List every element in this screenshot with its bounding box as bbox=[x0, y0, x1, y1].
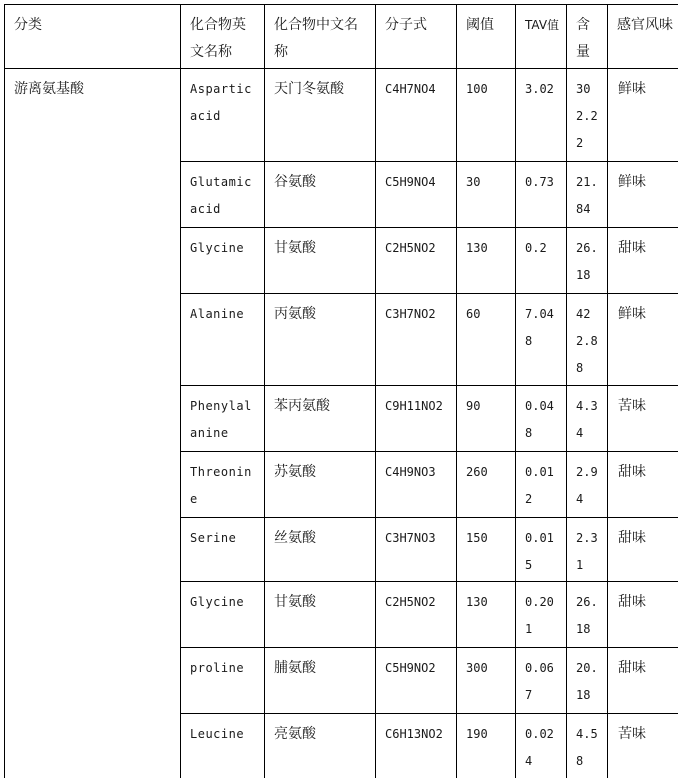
cell-formula bbox=[376, 648, 457, 714]
header-threshold-text: 阈值 bbox=[466, 17, 494, 33]
cell-name-en-text: Glycine bbox=[190, 595, 245, 609]
cell-content bbox=[567, 294, 608, 386]
cell-threshold-text: 130 bbox=[466, 595, 488, 609]
cell-tav-text: 0.012 bbox=[525, 465, 554, 506]
cell-name-zh-text: 甘氨酸 bbox=[274, 594, 316, 610]
cell-formula-text: C9H11NO2 bbox=[385, 399, 443, 413]
cell-taste-text: 苦味 bbox=[618, 726, 646, 742]
cell-content bbox=[567, 452, 608, 518]
cell-threshold bbox=[457, 162, 516, 228]
cell-tav bbox=[516, 582, 567, 648]
cell-taste-text: 苦味 bbox=[618, 398, 646, 414]
cell-formula bbox=[376, 294, 457, 386]
cell-tav-text: 7.048 bbox=[525, 307, 554, 348]
cell-content-text: 4.58 bbox=[576, 727, 598, 768]
cell-name-zh-text: 天门冬氨酸 bbox=[274, 81, 344, 97]
cell-tav bbox=[516, 69, 567, 162]
cell-formula-text: C5H9NO2 bbox=[385, 661, 436, 675]
cell-name-zh-text: 丝氨酸 bbox=[274, 530, 316, 546]
cell-content bbox=[567, 69, 608, 162]
cell-name-en bbox=[181, 162, 265, 228]
cell-threshold bbox=[457, 452, 516, 518]
cell-taste-text: 鲜味 bbox=[618, 174, 646, 190]
cell-tav bbox=[516, 294, 567, 386]
cell-name-en-text: Threonine bbox=[190, 465, 252, 506]
cell-name-zh bbox=[265, 518, 376, 582]
cell-content bbox=[567, 228, 608, 294]
header-category-text: 分类 bbox=[14, 17, 42, 33]
cell-taste bbox=[608, 294, 678, 386]
header-taste bbox=[608, 5, 678, 69]
cell-threshold bbox=[457, 228, 516, 294]
cell-content-text: 4.34 bbox=[576, 399, 598, 440]
cell-name-en-text: Phenylalanine bbox=[190, 399, 252, 440]
cell-tav bbox=[516, 386, 567, 452]
cell-name-zh bbox=[265, 386, 376, 452]
cell-tav-text: 0.024 bbox=[525, 727, 554, 768]
header-content bbox=[567, 5, 608, 69]
cell-threshold bbox=[457, 648, 516, 714]
cell-formula-text: C4H7NO4 bbox=[385, 82, 436, 96]
cell-taste bbox=[608, 386, 678, 452]
header-name-en bbox=[181, 5, 265, 69]
cell-taste bbox=[608, 518, 678, 582]
cell-name-en bbox=[181, 648, 265, 714]
header-name-zh-text: 化合物中文名称 bbox=[274, 17, 358, 60]
cell-category-text: 游离氨基酸 bbox=[14, 81, 84, 97]
table-row bbox=[5, 69, 678, 162]
cell-formula-text: C5H9NO4 bbox=[385, 175, 436, 189]
cell-name-zh-text: 脯氨酸 bbox=[274, 660, 316, 676]
cell-name-zh bbox=[265, 294, 376, 386]
header-threshold bbox=[457, 5, 516, 69]
cell-name-zh bbox=[265, 228, 376, 294]
cell-name-zh bbox=[265, 582, 376, 648]
cell-content-text: 2.31 bbox=[576, 531, 598, 572]
cell-taste-text: 鲜味 bbox=[618, 81, 646, 97]
cell-name-zh-text: 亮氨酸 bbox=[274, 726, 316, 742]
cell-name-zh bbox=[265, 69, 376, 162]
cell-content bbox=[567, 714, 608, 778]
cell-threshold-text: 260 bbox=[466, 465, 488, 479]
cell-taste-text: 甜味 bbox=[618, 464, 646, 480]
cell-formula bbox=[376, 582, 457, 648]
cell-threshold bbox=[457, 386, 516, 452]
cell-name-en-text: Serine bbox=[190, 531, 237, 545]
cell-name-en bbox=[181, 294, 265, 386]
cell-threshold bbox=[457, 582, 516, 648]
cell-taste bbox=[608, 714, 678, 778]
cell-name-zh bbox=[265, 714, 376, 778]
header-formula-text: 分子式 bbox=[385, 17, 427, 33]
cell-name-zh-text: 甘氨酸 bbox=[274, 240, 316, 256]
cell-taste-text: 甜味 bbox=[618, 660, 646, 676]
cell-taste-text: 鲜味 bbox=[618, 306, 646, 322]
cell-taste-text: 甜味 bbox=[618, 530, 646, 546]
cell-content bbox=[567, 386, 608, 452]
cell-tav bbox=[516, 452, 567, 518]
cell-tav bbox=[516, 518, 567, 582]
cell-name-en bbox=[181, 518, 265, 582]
cell-tav bbox=[516, 714, 567, 778]
cell-threshold-text: 60 bbox=[466, 307, 481, 321]
cell-threshold-text: 150 bbox=[466, 531, 488, 545]
cell-content-text: 21.84 bbox=[576, 175, 598, 216]
cell-name-en bbox=[181, 228, 265, 294]
cell-formula-text: C2H5NO2 bbox=[385, 241, 436, 255]
cell-tav-text: 0.201 bbox=[525, 595, 554, 636]
cell-name-en bbox=[181, 386, 265, 452]
cell-formula-text: C3H7NO3 bbox=[385, 531, 436, 545]
header-name-en-text: 化合物英文名称 bbox=[190, 17, 246, 60]
cell-content-text: 26.18 bbox=[576, 241, 598, 282]
header-tav-text: TAV值 bbox=[525, 18, 560, 32]
cell-name-zh-text: 苏氨酸 bbox=[274, 464, 316, 480]
header-tav bbox=[516, 5, 567, 69]
header-formula bbox=[376, 5, 457, 69]
cell-name-zh bbox=[265, 452, 376, 518]
cell-name-en-text: Glutamic acid bbox=[190, 175, 252, 216]
cell-name-zh-text: 谷氨酸 bbox=[274, 174, 316, 190]
cell-content-text: 302.22 bbox=[576, 82, 598, 150]
cell-taste bbox=[608, 648, 678, 714]
cell-formula-text: C6H13NO2 bbox=[385, 727, 443, 741]
cell-taste bbox=[608, 452, 678, 518]
cell-content-text: 26.18 bbox=[576, 595, 598, 636]
cell-content bbox=[567, 162, 608, 228]
cell-threshold-text: 90 bbox=[466, 399, 481, 413]
cell-name-en-text: Aspartic acid bbox=[190, 82, 252, 123]
header-name-zh bbox=[265, 5, 376, 69]
cell-content-text: 20.18 bbox=[576, 661, 598, 702]
cell-formula bbox=[376, 714, 457, 778]
cell-name-en-text: proline bbox=[190, 661, 245, 675]
cell-tav-text: 0.048 bbox=[525, 399, 554, 440]
cell-name-en-text: Leucine bbox=[190, 727, 245, 741]
cell-tav-text: 0.015 bbox=[525, 531, 554, 572]
cell-tav bbox=[516, 228, 567, 294]
cell-threshold-text: 190 bbox=[466, 727, 488, 741]
cell-tav-text: 0.067 bbox=[525, 661, 554, 702]
cell-threshold-text: 30 bbox=[466, 175, 481, 189]
cell-formula-text: C2H5NO2 bbox=[385, 595, 436, 609]
header-row bbox=[5, 5, 678, 69]
cell-name-en bbox=[181, 714, 265, 778]
cell-formula-text: C4H9NO3 bbox=[385, 465, 436, 479]
header-category bbox=[5, 5, 181, 69]
cell-name-zh-text: 丙氨酸 bbox=[274, 306, 316, 322]
cell-taste-text: 甜味 bbox=[618, 594, 646, 610]
cell-formula bbox=[376, 69, 457, 162]
cell-threshold-text: 130 bbox=[466, 241, 488, 255]
header-taste-text: 感官风味 bbox=[617, 17, 673, 33]
cell-formula bbox=[376, 162, 457, 228]
cell-tav-text: 0.73 bbox=[525, 175, 554, 189]
cell-name-zh bbox=[265, 162, 376, 228]
cell-taste bbox=[608, 582, 678, 648]
cell-name-en bbox=[181, 452, 265, 518]
cell-content bbox=[567, 582, 608, 648]
cell-threshold bbox=[457, 69, 516, 162]
cell-tav-text: 3.02 bbox=[525, 82, 554, 96]
amino-acid-table bbox=[4, 4, 678, 778]
cell-name-en bbox=[181, 69, 265, 162]
cell-content bbox=[567, 518, 608, 582]
cell-name-zh bbox=[265, 648, 376, 714]
cell-name-en-text: Alanine bbox=[190, 307, 245, 321]
cell-tav bbox=[516, 648, 567, 714]
cell-formula-text: C3H7NO2 bbox=[385, 307, 436, 321]
cell-taste bbox=[608, 228, 678, 294]
cell-content bbox=[567, 648, 608, 714]
cell-threshold bbox=[457, 518, 516, 582]
cell-taste bbox=[608, 69, 678, 162]
cell-content-text: 2.94 bbox=[576, 465, 598, 506]
cell-taste-text: 甜味 bbox=[618, 240, 646, 256]
cell-threshold-text: 300 bbox=[466, 661, 488, 675]
cell-name-en-text: Glycine bbox=[190, 241, 245, 255]
header-content-text: 含量 bbox=[576, 17, 590, 60]
cell-taste bbox=[608, 162, 678, 228]
cell-tav bbox=[516, 162, 567, 228]
cell-formula bbox=[376, 518, 457, 582]
cell-tav-text: 0.2 bbox=[525, 241, 547, 255]
cell-threshold bbox=[457, 294, 516, 386]
cell-name-zh-text: 苯丙氨酸 bbox=[274, 398, 330, 414]
cell-content-text: 422.88 bbox=[576, 307, 598, 375]
cell-formula bbox=[376, 386, 457, 452]
cell-formula bbox=[376, 228, 457, 294]
cell-category bbox=[5, 69, 181, 778]
cell-formula bbox=[376, 452, 457, 518]
cell-threshold-text: 100 bbox=[466, 82, 488, 96]
cell-threshold bbox=[457, 714, 516, 778]
cell-name-en bbox=[181, 582, 265, 648]
